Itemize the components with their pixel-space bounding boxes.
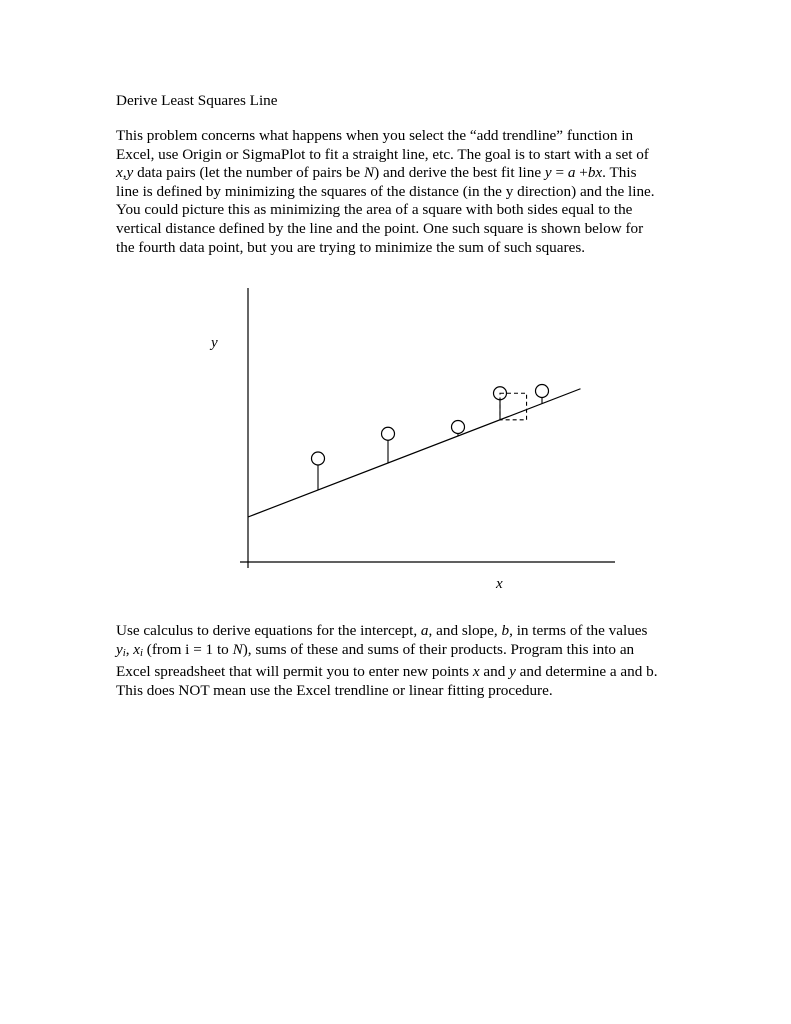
task-line-2: $y_i$, $x_i$ (from i = 1 to N), sums of these and sums of their products. Program this into an (116, 640, 635, 659)
intro-paragraph (116, 127, 676, 257)
task-paragraph (116, 622, 676, 701)
residual-lines (318, 398, 542, 491)
y-variable: y (544, 164, 552, 182)
data-points (312, 385, 549, 466)
data-point (452, 421, 465, 434)
n-variable: N (232, 640, 243, 658)
data-point (536, 385, 549, 398)
residual-square (500, 393, 527, 420)
x-axis-label: x (496, 576, 503, 592)
xy-variables: x,y (116, 164, 134, 182)
n-variable: N (363, 164, 375, 182)
task-line-4: This does NOT mean use the Excel trendline or linear fitting procedure. (116, 681, 553, 699)
xi-variable: $x_i$ (133, 640, 143, 659)
least-squares-diagram (200, 280, 630, 600)
b-variable: b (501, 622, 510, 639)
task-line-1: Use calculus to derive equations for the intercept, a, and slope, b, in terms of the values (116, 622, 648, 639)
a-variable: a (567, 164, 576, 182)
document-title: Derive Least Squares Line (116, 92, 278, 109)
intro-line-1: This problem concerns what happens when you select the “add trendline” function in (116, 127, 634, 144)
intro-line-2: Excel, use Origin or SigmaPlot to fit a straight line, etc. The goal is to start with a set of (116, 145, 649, 163)
best-fit-line (248, 389, 581, 517)
intro-line-7: the fourth data point, but you are trying to minimize the sum of such squares. (116, 238, 586, 256)
data-point (382, 427, 395, 440)
intro-line-5: You could picture this as minimizing the area of a square with both sides equal to the (116, 201, 633, 219)
y-axis-label: y (211, 335, 218, 351)
yi-variable: $y_i$ (116, 640, 126, 659)
intro-line-4: line is defined by minimizing the squares of the distance (in the y direction) and the line. (116, 182, 655, 200)
a-variable: a (420, 622, 429, 639)
y-variable: y (509, 663, 516, 681)
x-variable: x (472, 663, 480, 681)
intro-line-3: x,y data pairs (let the number of pairs be N) and derive the best fit line y = a +bx. This (116, 164, 637, 182)
data-point (312, 452, 325, 465)
task-line-3: Excel spreadsheet that will permit you to enter new points x and y and determine a and b. (116, 663, 658, 681)
intro-line-6: vertical distance defined by the line and the point. One such square is shown below for (116, 219, 644, 237)
bx-term: bx (587, 164, 603, 182)
